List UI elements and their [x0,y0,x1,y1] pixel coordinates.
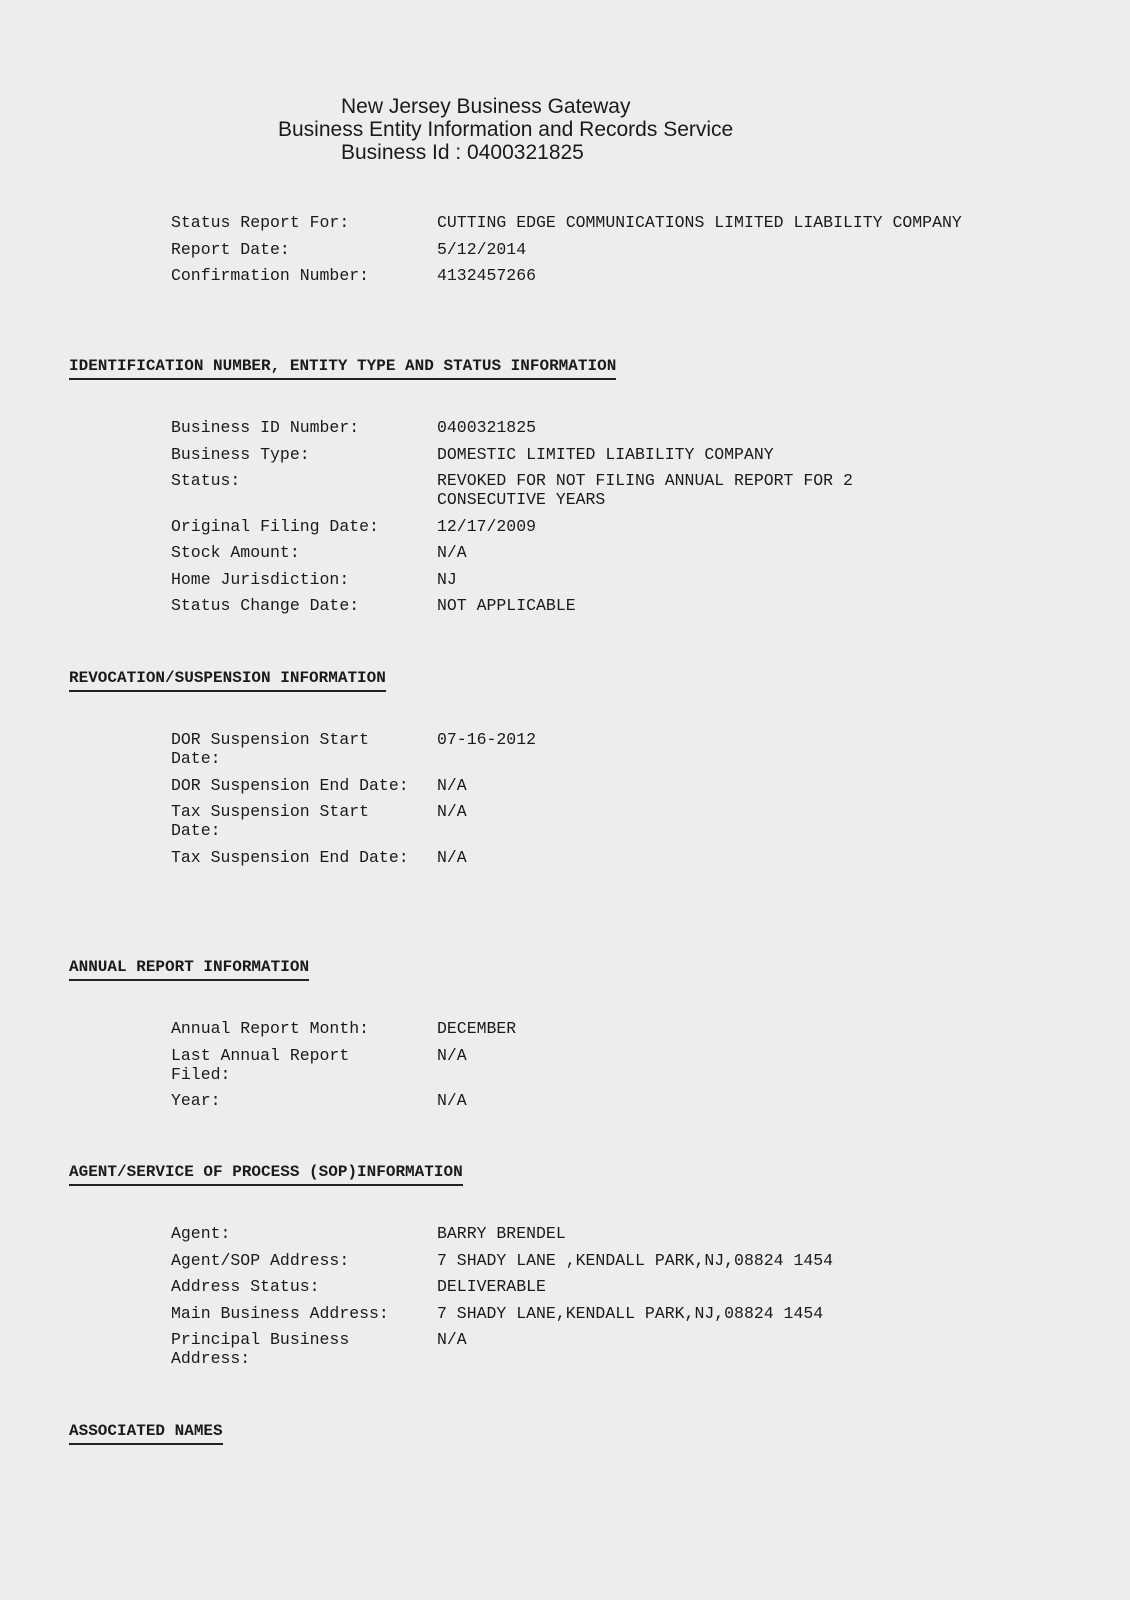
section-heading-agent: AGENT/SERVICE OF PROCESS (SOP)INFORMATION [69,1163,463,1186]
identification-block [171,418,971,623]
field-label: Last Annual Report Filed: [171,1045,350,1084]
field-value: 0400321825 [437,418,537,437]
field-label: Report Date: [171,239,290,259]
field-row [171,1019,971,1038]
field-row [171,543,971,562]
field-value: DECEMBER [437,1019,517,1038]
annual-report-block [171,1019,971,1118]
field-label: Year: [171,1091,221,1110]
field-value: BARRY BRENDEL [437,1224,566,1243]
field-label: Stock Amount: [171,543,300,562]
field-label: Tax Suspension End Date: [171,847,409,867]
header-business-id: Business Id : 0400321825 [341,141,584,164]
field-label: Main Business Address: [171,1303,389,1323]
section-heading-annual-report: ANNUAL REPORT INFORMATION [69,958,309,981]
field-label: Status Change Date: [171,596,360,615]
field-row [171,776,971,795]
header-gateway-title: New Jersey Business Gateway [341,95,631,118]
field-value: CUTTING EDGE COMMUNICATIONS LIMITED LIABILITY COMPANY [437,213,962,232]
report-row-confirmation [171,266,971,285]
field-value: N/A [437,1045,467,1065]
field-value: 7 SHADY LANE ,KENDALL PARK,NJ,08824 1454 [437,1250,834,1270]
field-row [171,596,971,615]
section-heading-identification: IDENTIFICATION NUMBER, ENTITY TYPE AND STATUS INFORMATION [69,357,616,380]
field-value: N/A [437,1091,467,1110]
field-value: N/A [437,543,467,562]
field-row [171,730,971,768]
field-value: 07-16-2012 [437,730,537,749]
report-row-date [171,240,971,259]
field-row [171,848,971,867]
field-label: Home Jurisdiction: [171,569,350,589]
field-value: 7 SHADY LANE,KENDALL PARK,NJ,08824 1454 [437,1303,824,1323]
field-value: NOT APPLICABLE [437,596,576,615]
report-row-status-for [171,213,971,232]
field-row [171,1091,971,1110]
field-row [171,1330,971,1368]
field-value: REVOKED FOR NOT FILING ANNUAL REPORT FOR 2 CONSECUTIVE YEARS [437,471,853,509]
field-row [171,517,971,536]
section-heading-revocation: REVOCATION/SUSPENSION INFORMATION [69,669,386,692]
field-row [171,445,971,464]
field-row [171,1046,971,1084]
field-value: DELIVERABLE [437,1277,546,1296]
field-label: Principal Business Address: [171,1330,350,1368]
field-row [171,570,971,589]
field-label: DOR Suspension End Date: [171,775,409,795]
field-value: N/A [437,847,467,867]
field-label: Confirmation Number: [171,266,370,285]
field-value: 4132457266 [437,266,537,285]
field-label: Agent/SOP Address: [171,1250,350,1270]
report-info-block [171,213,971,293]
field-row [171,1224,971,1243]
field-label: Business ID Number: [171,418,360,437]
field-row [171,1304,971,1323]
section-heading-associated-names: ASSOCIATED NAMES [69,1422,223,1445]
field-value: DOMESTIC LIMITED LIABILITY COMPANY [437,444,774,464]
field-label: Tax Suspension Start Date: [171,802,370,840]
header-service-title: Business Entity Information and Records Service [278,118,734,141]
revocation-block [171,730,971,874]
field-row [171,1277,971,1296]
field-label: Address Status: [171,1277,320,1296]
field-row [171,418,971,437]
field-label: Business Type: [171,444,310,464]
field-label: Agent: [171,1224,231,1243]
field-value: 12/17/2009 [437,516,537,536]
field-value: 5/12/2014 [437,239,527,259]
field-label: Status: [171,471,241,490]
field-label: DOR Suspension Start Date: [171,730,370,768]
field-value: N/A [437,775,467,795]
field-label: Original Filing Date: [171,516,379,536]
field-row [171,1251,971,1270]
field-value: N/A [437,802,467,821]
agent-block [171,1224,971,1376]
field-value: NJ [437,569,457,589]
field-value: N/A [437,1330,467,1349]
field-row [171,802,971,840]
field-row [171,471,971,509]
field-label: Status Report For: [171,213,350,232]
field-label: Annual Report Month: [171,1019,370,1038]
